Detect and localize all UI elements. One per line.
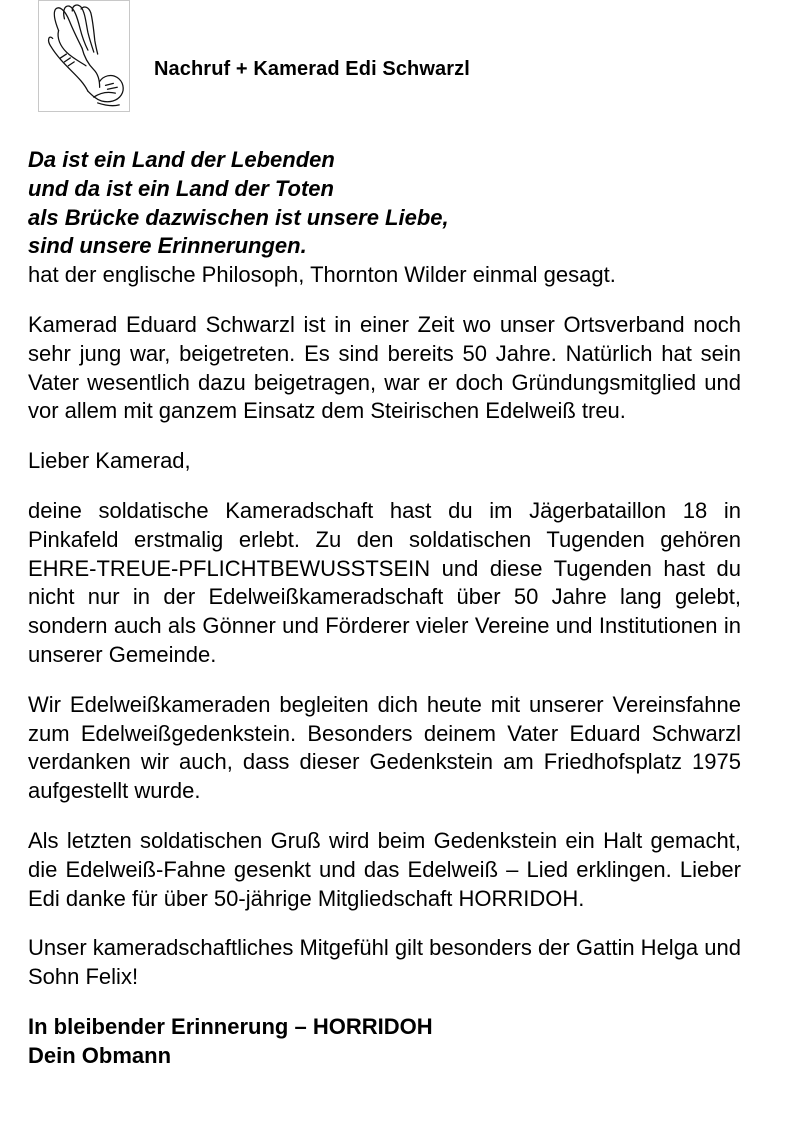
signoff-signature: Dein Obmann [28,1042,172,1068]
paragraph-membership: Kamerad Eduard Schwarzl ist in einer Zeit wo unser Ortsverband noch sehr jung war, beigetreten. Es sind bereits 50 Jahre. Natürlich hat sein Vater wesentlich dazu beigetragen, war er doch Gründungsmitglied und vor allem mit ganzem Einsatz dem Steirischen Edelweiß treu. [28,311,741,424]
poem-line: Da ist ein Land der Lebenden [28,147,335,172]
signoff [28,1013,741,1071]
page-title: Nachruf + Kamerad Edi Schwarzl [154,58,470,80]
obituary-body [28,146,741,1071]
paragraph-salute: Als letzten soldatischen Gruß wird beim Gedenkstein ein Halt gemacht, die Edelweiß-Fahne gesenkt und das Edelweiß – Lied erklingen. Lieber Edi danke für über 50-jährige Mitgliedschaft HORRIDOH. [28,827,741,911]
poem-line: sind unsere Erinnerungen. [28,233,307,259]
poem-block [28,146,741,290]
poem-attribution: hat der englische Philosoph, Thornton Wilder einmal gesagt. [28,262,616,288]
paragraph-virtues: deine soldatische Kameradschaft hast du im Jägerbataillon 18 in Pinkafeld erstmalig erlebt. Zu den soldatischen Tugenden gehören EHRE-TREUE-PFLICHTBEWUSSTSEIN und diese Tugenden hast du nicht nur in der Edelweißkameradschaft über 50 Jahre lang gelebt, sondern auch als Gönner und Förderer vieler Vereine und Institutionen in unserer Gemeinde. [28,497,741,667]
paragraph-memorial-stone: Wir Edelweißkameraden begleiten dich heute mit unserer Vereinsfahne zum Edelweißgedenkstein. Besonders deinem Vater Eduard Schwarzl verdanken wir auch, dass dieser Gedenkstein am Friedhofsplatz 1975 aufgestellt wurde. [28,691,741,804]
paragraph-condolences: Unser kameradschaftliches Mitgefühl gilt besonders der Gattin Helga und Sohn Felix! [28,935,741,990]
praying-hands-icon [38,0,130,112]
signoff-line: In bleibender Erinnerung – HORRIDOH [28,1013,433,1039]
greeting: Lieber Kamerad, [28,448,191,474]
poem-line: und da ist ein Land der Toten [28,175,334,201]
poem-line: als Brücke dazwischen ist unsere Liebe, [28,204,449,230]
